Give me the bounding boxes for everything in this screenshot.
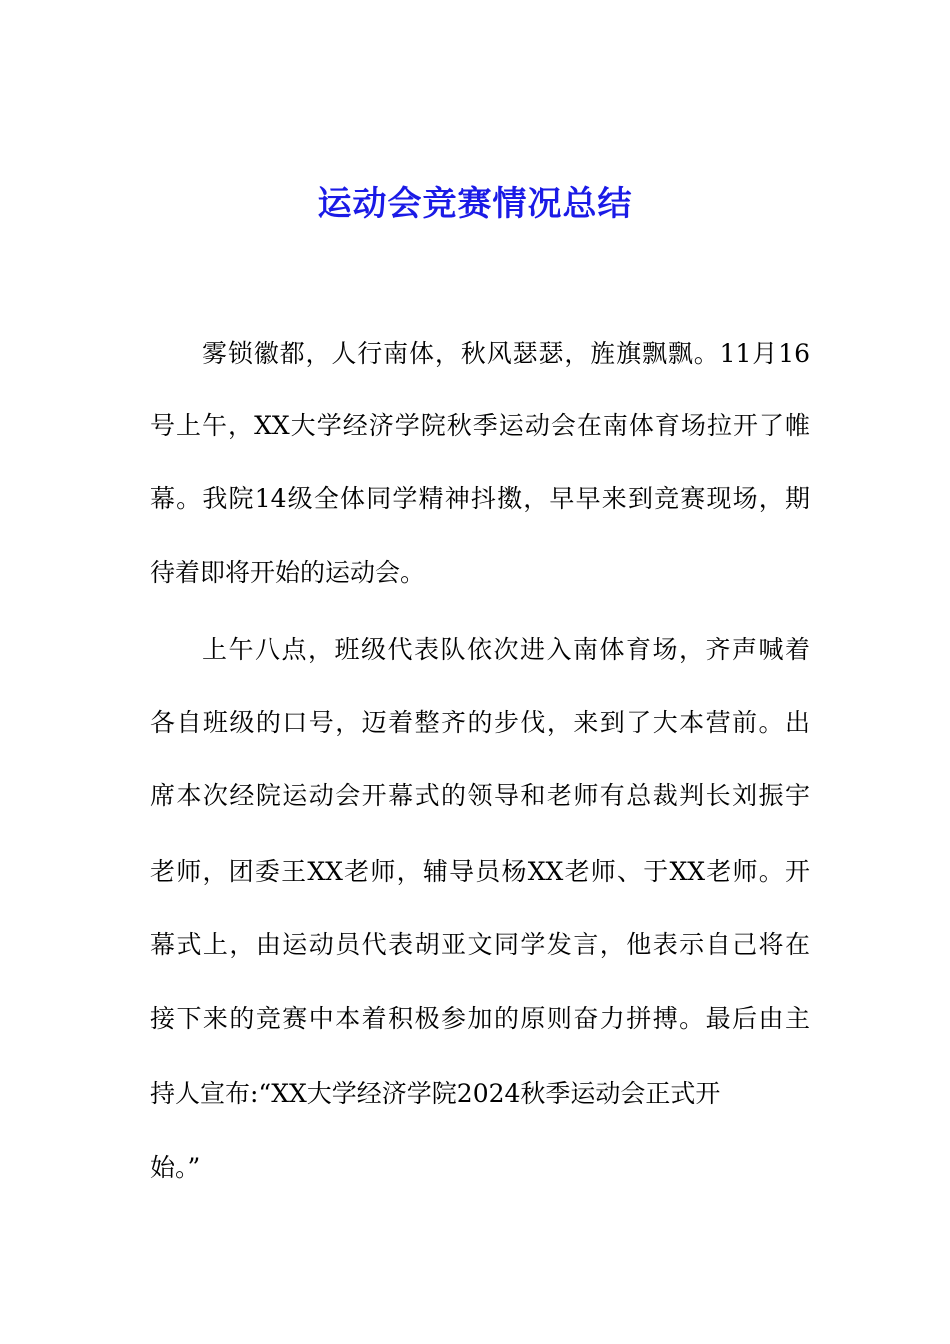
paragraph-2-line-5: 幕式上，由运动员代表胡亚文同学发言，他表示自己将在 [150,930,810,959]
document-title: 运动会竞赛情况总结 [317,184,633,224]
paragraph-2-line-2: 各自班级的口号，迈着整齐的步伐，来到了大本营前。出 [150,708,810,737]
paragraph-2-line-3: 席本次经院运动会开幕式的领导和老师有总裁判长刘振宇 [150,781,810,810]
paragraph-2-line-6: 接下来的竞赛中本着积极参加的原则奋力拼搏。最后由主 [150,1004,810,1033]
paragraph-1-line-2: 号上午，XX大学经济学院秋季运动会在南体育场拉开了帷 [150,411,810,440]
paragraph-1-line-3: 幕。我院14级全体同学精神抖擞，早早来到竞赛现场，期 [150,484,810,513]
paragraph-2-line-8: 始。” [150,1153,201,1182]
paragraph-1-line-4: 待着即将开始的运动会。 [150,558,426,587]
paragraph-1-line-1: 雾锁徽都，人行南体，秋风瑟瑟，旌旗飘飘。11月16 [202,339,810,368]
paragraph-2-line-4: 老师，团委王XX老师，辅导员杨XX老师、于XX老师。开 [150,857,810,886]
paragraph-2-line-1: 上午八点，班级代表队依次进入南体育场，齐声喊着 [202,635,810,664]
paragraph-2-line-7: 持人宣布:“XX大学经济学院2024秋季运动会正式开 [150,1079,721,1108]
